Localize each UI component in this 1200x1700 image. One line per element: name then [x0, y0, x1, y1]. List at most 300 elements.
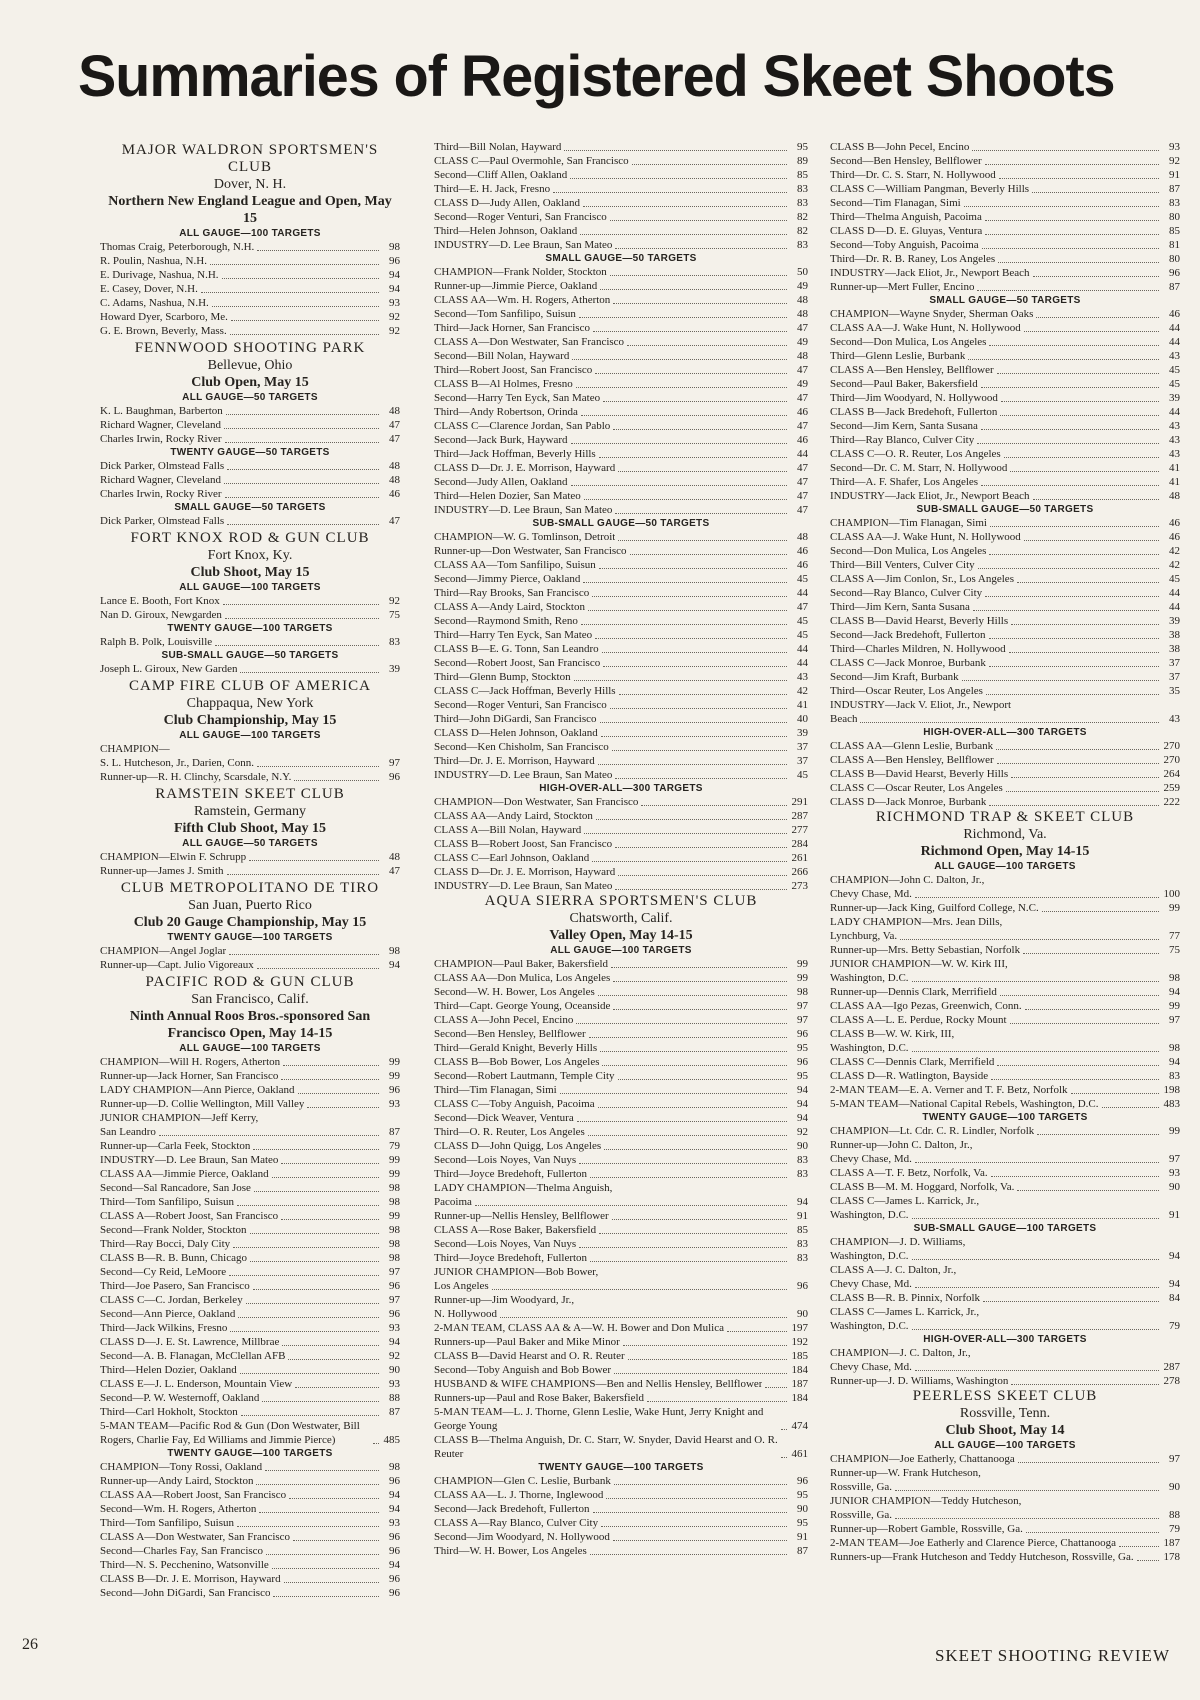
dot-leader — [981, 387, 1159, 388]
dot-leader — [895, 1490, 1159, 1491]
shooter-name: CLASS C—Oscar Reuter, Los Angeles — [830, 782, 1003, 794]
shooter-name: CLASS C—Dennis Clark, Merrifield — [830, 1056, 995, 1068]
dot-leader — [618, 875, 787, 876]
event-title: Northern New England League and Open, May 15 — [108, 194, 392, 226]
shooter-name: CLASS B—Dr. J. E. Morrison, Hayward — [100, 1573, 281, 1585]
result-row — [434, 1293, 808, 1307]
dot-leader — [230, 334, 379, 335]
result-row — [434, 1279, 808, 1293]
result-row — [830, 238, 1180, 252]
club-location: San Francisco, Calif. — [191, 992, 309, 1007]
result-row — [100, 1530, 400, 1544]
result-row — [434, 1139, 808, 1153]
shooter-name: Second—Don Mulica, Los Angeles — [830, 336, 987, 348]
dot-leader — [553, 192, 787, 193]
shooter-name: CHAMPION—John C. Dalton, Jr., — [830, 874, 985, 886]
score: 91 — [1169, 169, 1180, 181]
result-row — [434, 1013, 808, 1027]
dot-leader — [272, 1177, 379, 1178]
score: 87 — [389, 1406, 400, 1418]
score: 185 — [791, 1350, 808, 1362]
dot-leader — [250, 1261, 379, 1262]
shooter-name: Runner-up—Don Westwater, San Francisco — [434, 545, 627, 557]
dot-leader — [254, 1191, 379, 1192]
shooter-name: Runner-up—D. Collie Wellington, Mill Valley — [100, 1098, 305, 1110]
dot-leader — [603, 401, 787, 402]
score: 45 — [1169, 378, 1180, 390]
shooter-name: CLASS B—John Pecel, Encino — [830, 141, 970, 153]
score: 98 — [1169, 972, 1180, 984]
score: 98 — [1169, 1042, 1180, 1054]
result-row — [100, 1265, 400, 1279]
dot-leader — [225, 618, 379, 619]
shooter-name: Thomas Craig, Peterborough, N.H. — [100, 241, 255, 253]
dot-leader — [295, 1387, 379, 1388]
result-row — [434, 1377, 808, 1391]
shooter-name: CLASS A—Ben Hensley, Bellflower — [830, 754, 994, 766]
score: 46 — [797, 545, 808, 557]
result-row — [100, 1125, 400, 1139]
result-row — [830, 929, 1180, 943]
shooter-name: CLASS A—T. F. Betz, Norfolk, Va. — [830, 1167, 988, 1179]
result-row — [830, 1249, 1180, 1263]
result-row — [830, 224, 1180, 238]
dot-leader — [592, 596, 787, 597]
shooter-name: Pacoima — [434, 1196, 472, 1208]
dot-leader — [237, 1526, 379, 1527]
score: 287 — [791, 810, 808, 822]
dot-leader — [912, 1218, 1159, 1219]
result-row — [100, 1558, 400, 1572]
dot-leader — [895, 1518, 1159, 1519]
dot-leader — [989, 805, 1159, 806]
shooter-name: CLASS B—Jack Bredehoft, Fullerton — [830, 406, 998, 418]
shooter-name: Third—Andy Robertson, Orinda — [434, 406, 578, 418]
score: 93 — [1169, 1167, 1180, 1179]
shooter-name: Second—Lois Noyes, Van Nuys — [434, 1154, 577, 1166]
result-row — [434, 1349, 808, 1363]
event-title: Club Open, May 15 — [191, 375, 309, 390]
dot-leader — [593, 1512, 788, 1513]
result-row — [830, 1180, 1180, 1194]
shooter-name: CHAMPION—Tony Rossi, Oakland — [100, 1461, 263, 1473]
shooter-name: CLASS C—Jack Hoffman, Beverly Hills — [434, 685, 616, 697]
page-title: Summaries of Registered Skeet Shoots — [78, 44, 1115, 109]
shooter-name: CLASS E—J. L. Enderson, Mountain View — [100, 1378, 293, 1390]
result-row — [830, 280, 1180, 294]
dot-leader — [964, 206, 1159, 207]
shooter-name: CLASS B—Bob Bower, Los Angeles — [434, 1056, 600, 1068]
score: 95 — [797, 1489, 808, 1501]
score: 96 — [389, 1531, 400, 1543]
score: 96 — [389, 255, 400, 267]
result-row — [434, 1223, 808, 1237]
shooter-name: CLASS D—Dr. J. E. Morrison, Hayward — [434, 866, 616, 878]
shooter-name: CLASS C—James L. Karrick, Jr., — [830, 1306, 980, 1318]
shooter-name: Ralph B. Polk, Louisville — [100, 636, 213, 648]
dot-leader — [627, 345, 787, 346]
score: 94 — [389, 1559, 400, 1571]
dot-leader — [250, 1233, 379, 1234]
score: 45 — [797, 573, 808, 585]
result-row — [830, 915, 1180, 929]
gauge-heading: HIGH-OVER-ALL—300 TARGETS — [923, 727, 1087, 738]
result-row — [830, 957, 1180, 971]
score: 184 — [791, 1392, 808, 1404]
dot-leader — [765, 1387, 787, 1388]
result-row — [434, 1237, 808, 1251]
club-name: RICHMOND TRAP & SKEET CLUB — [875, 809, 1135, 825]
gauge-heading: ALL GAUGE—100 TARGETS — [934, 1440, 1076, 1451]
club-name: AQUA SIERRA SPORTSMEN'S CLUB — [484, 893, 758, 909]
score: 37 — [1169, 657, 1180, 669]
result-row — [830, 1069, 1180, 1083]
club-name: RAMSTEIN SKEET CLUB — [155, 786, 345, 802]
shooter-name: Washington, D.C. — [830, 1042, 909, 1054]
shooter-name: CLASS AA—Igo Pezas, Greenwich, Conn. — [830, 1000, 1022, 1012]
shooter-name: Second—Sal Rancadore, San Jose — [100, 1182, 251, 1194]
shooter-name: CLASS C—James L. Karrick, Jr., — [830, 1195, 980, 1207]
club-section — [830, 1388, 1180, 1564]
dot-leader — [1011, 777, 1159, 778]
dot-leader — [781, 1457, 787, 1458]
shooter-name: CHAMPION—Don Westwater, San Francisco — [434, 796, 639, 808]
score: 48 — [389, 405, 400, 417]
result-row — [830, 901, 1180, 915]
shooter-name: Runner-up—Dennis Clark, Merrifield — [830, 986, 997, 998]
club-name: CLUB METROPOLITANO DE TIRO — [120, 880, 380, 896]
dot-leader — [985, 220, 1159, 221]
score: 97 — [1169, 1014, 1180, 1026]
result-row — [100, 1349, 400, 1363]
shooter-name: Runners-up—Frank Hutcheson and Teddy Hutcheson, Rossville, Ga. — [830, 1551, 1134, 1563]
shooter-name: CLASS AA—J. Wake Hunt, N. Hollywood — [830, 531, 1021, 543]
result-row — [434, 363, 808, 377]
shooter-name: CLASS B—E. G. Tonn, San Leandro — [434, 643, 599, 655]
score: 96 — [797, 1028, 808, 1040]
shooter-name: 5-MAN TEAM—National Capital Rebels, Washington, D.C. — [830, 1098, 1099, 1110]
dot-leader — [223, 604, 379, 605]
dot-leader — [240, 672, 379, 673]
shooter-name: Second—Frank Nolder, Stockton — [100, 1224, 247, 1236]
dot-leader — [612, 1219, 787, 1220]
score: 83 — [797, 197, 808, 209]
dot-leader — [574, 680, 787, 681]
page-number: 26 — [22, 1636, 38, 1653]
dot-leader — [596, 819, 787, 820]
score: 94 — [1169, 1278, 1180, 1290]
result-row — [100, 1502, 400, 1516]
score: 90 — [1169, 1181, 1180, 1193]
shooter-name: CLASS D—Dr. J. E. Morrison, Hayward — [434, 462, 616, 474]
score: 98 — [389, 1238, 400, 1250]
result-row — [830, 252, 1180, 266]
dot-leader — [595, 638, 787, 639]
score: 79 — [389, 1140, 400, 1152]
result-row — [830, 971, 1180, 985]
result-row — [100, 514, 400, 528]
result-row — [100, 742, 400, 756]
shooter-name: Third—Dr. C. S. Starr, N. Hollywood — [830, 169, 996, 181]
score: 95 — [797, 141, 808, 153]
dot-leader — [600, 289, 787, 290]
score: 273 — [791, 880, 808, 892]
shooter-name: Second—Toby Anguish, Pacoima — [830, 239, 979, 251]
score: 46 — [797, 406, 808, 418]
dot-leader — [1024, 540, 1159, 541]
dot-leader — [240, 1373, 379, 1374]
shooter-name: JUNIOR CHAMPION—Teddy Hutcheson, — [830, 1495, 1022, 1507]
dot-leader — [293, 1540, 379, 1541]
dot-leader — [579, 1163, 787, 1164]
score: 93 — [389, 1517, 400, 1529]
shooter-name: Second—Jim Woodyard, N. Hollywood — [434, 1531, 610, 1543]
dot-leader — [1071, 1093, 1159, 1094]
dot-leader — [272, 1568, 379, 1569]
shooter-name: Second—Roger Venturi, San Francisco — [434, 699, 607, 711]
score: 84 — [1169, 1292, 1180, 1304]
score: 48 — [797, 531, 808, 543]
result-row — [100, 1335, 400, 1349]
result-row — [434, 865, 808, 879]
result-row — [830, 795, 1180, 809]
result-row — [830, 999, 1180, 1013]
result-row — [434, 1544, 808, 1558]
result-row — [100, 1516, 400, 1530]
score: 95 — [797, 1517, 808, 1529]
score: 41 — [1169, 462, 1180, 474]
shooter-name: Third—Harry Ten Eyck, San Mateo — [434, 629, 593, 641]
score: 89 — [797, 155, 808, 167]
score: 93 — [389, 1378, 400, 1390]
shooter-name: Third—Glenn Leslie, Burbank — [830, 350, 966, 362]
result-row — [100, 770, 400, 784]
score: 266 — [791, 866, 808, 878]
score: 41 — [1169, 476, 1180, 488]
shooter-name: S. L. Hutcheson, Jr., Darien, Conn. — [100, 757, 254, 769]
score: 184 — [791, 1364, 808, 1376]
shooter-name: INDUSTRY—Jack Eliot, Jr., Newport Beach — [830, 267, 1030, 279]
dot-leader — [962, 680, 1159, 681]
shooter-name: Dick Parker, Olmstead Falls — [100, 460, 225, 472]
score: 187 — [791, 1378, 808, 1390]
score: 259 — [1163, 782, 1180, 794]
score: 91 — [1169, 1209, 1180, 1221]
result-row — [434, 971, 808, 985]
result-row — [830, 1494, 1180, 1508]
shooter-name: Runner-up—Mert Fuller, Encino — [830, 281, 975, 293]
score: 48 — [797, 294, 808, 306]
score: 93 — [389, 1322, 400, 1334]
result-row — [434, 419, 808, 433]
result-row — [434, 391, 808, 405]
dot-leader — [981, 485, 1159, 486]
dot-leader — [613, 303, 787, 304]
shooter-name: Second—Judy Allen, Oakland — [434, 476, 568, 488]
result-row — [830, 377, 1180, 391]
result-row — [100, 635, 400, 649]
result-row — [434, 985, 808, 999]
dot-leader — [989, 666, 1159, 667]
dot-leader — [611, 967, 787, 968]
dot-leader — [912, 1051, 1159, 1052]
dot-leader — [1037, 1134, 1159, 1135]
score: 83 — [797, 239, 808, 251]
dot-leader — [598, 764, 787, 765]
shooter-name: Second—Jack Burk, Hayward — [434, 434, 568, 446]
dot-leader — [997, 1065, 1159, 1066]
dot-leader — [249, 860, 379, 861]
result-row — [100, 1279, 400, 1293]
dot-leader — [601, 1526, 787, 1527]
dot-leader — [1033, 499, 1160, 500]
result-row — [434, 1027, 808, 1041]
result-row — [434, 851, 808, 865]
result-row — [434, 489, 808, 503]
dot-leader — [262, 1401, 379, 1402]
score: 99 — [797, 972, 808, 984]
score: 94 — [797, 1112, 808, 1124]
result-row — [100, 1083, 400, 1097]
shooter-name: Runner-up—Capt. Julio Vigoreaux — [100, 959, 254, 971]
shooter-name: HUSBAND & WIFE CHAMPIONS—Ben and Nellis Hensley, Bellflower — [434, 1378, 763, 1390]
result-row — [434, 433, 808, 447]
shooter-name: CLASS AA—L. J. Thorne, Inglewood — [434, 1489, 604, 1501]
score: 485 — [383, 1434, 400, 1446]
shooter-name: INDUSTRY—D. Lee Braun, San Mateo — [434, 880, 613, 892]
dot-leader — [259, 1512, 379, 1513]
dot-leader — [1000, 415, 1159, 416]
result-row — [100, 1139, 400, 1153]
dot-leader — [602, 1065, 787, 1066]
result-row — [434, 1111, 808, 1125]
score: 47 — [797, 504, 808, 516]
dot-leader — [727, 1331, 787, 1332]
result-row — [100, 1195, 400, 1209]
shooter-name: CLASS B—Thelma Anguish, Dr. C. Starr, W. Snyder, David Hearst and O. R. Reuter — [434, 1434, 778, 1460]
event-title: Club Shoot, May 14 — [945, 1423, 1065, 1438]
shooter-name: CHAMPION—Angel Joglar — [100, 945, 227, 957]
shooter-name: CLASS B—David Hearst, Beverly Hills — [830, 768, 1009, 780]
shooter-name: Third—Dr. J. E. Morrison, Hayward — [434, 755, 595, 767]
shooter-name: CLASS B—R. B. Bunn, Chicago — [100, 1252, 247, 1264]
result-row — [830, 684, 1180, 698]
shooter-name: Runner-up—J. D. Williams, Washington — [830, 1375, 1009, 1387]
score: 98 — [389, 945, 400, 957]
gauge-heading: HIGH-OVER-ALL—300 TARGETS — [539, 783, 703, 794]
result-row — [434, 656, 808, 670]
shooter-name: Runner-up—Robert Gamble, Rossville, Ga. — [830, 1523, 1023, 1535]
score: 39 — [1169, 615, 1180, 627]
shooter-name: Washington, D.C. — [830, 972, 909, 984]
result-row — [830, 391, 1180, 405]
dot-leader — [599, 1233, 787, 1234]
shooter-name: Third—Carl Hokholt, Stockton — [100, 1406, 238, 1418]
score: 83 — [797, 1168, 808, 1180]
dot-leader — [986, 694, 1159, 695]
result-row — [100, 756, 400, 770]
result-row — [434, 1251, 808, 1265]
result-row — [434, 349, 808, 363]
score: 93 — [1169, 141, 1180, 153]
shooter-name: Third—Helen Dozier, San Mateo — [434, 490, 581, 502]
score: 100 — [1163, 888, 1180, 900]
score: 46 — [797, 559, 808, 571]
score: 88 — [389, 1392, 400, 1404]
result-row — [434, 879, 808, 893]
shooter-name: Third—N. S. Pecchenino, Watsonville — [100, 1559, 269, 1571]
score: 45 — [1169, 573, 1180, 585]
club-name: FORT KNOX ROD & GUN CLUB — [130, 530, 370, 546]
shooter-name: Howard Dyer, Scarboro, Me. — [100, 311, 228, 323]
result-row — [100, 324, 400, 338]
gauge-heading: ALL GAUGE—50 TARGETS — [182, 392, 318, 403]
result-row — [830, 558, 1180, 572]
dot-leader — [237, 1205, 379, 1206]
shooter-name: Nan D. Giroux, Newgarden — [100, 609, 222, 621]
score: 38 — [1169, 643, 1180, 655]
shooter-name: Third—Dr. R. B. Raney, Los Angeles — [830, 253, 996, 265]
dot-leader — [230, 1331, 379, 1332]
shooter-name: Beach — [830, 713, 858, 725]
dot-leader — [972, 150, 1159, 151]
result-row — [434, 823, 808, 837]
gauge-heading: TWENTY GAUGE—100 TARGETS — [538, 1462, 704, 1473]
shooter-name: Second—Don Mulica, Los Angeles — [830, 545, 987, 557]
shooter-name: LADY CHAMPION—Ann Pierce, Oakland — [100, 1084, 295, 1096]
dot-leader — [225, 497, 379, 498]
result-row — [830, 154, 1180, 168]
result-row — [100, 1167, 400, 1181]
score: 99 — [1169, 902, 1180, 914]
shooter-name: Runner-up—James J. Smith — [100, 865, 224, 877]
score: 96 — [1169, 267, 1180, 279]
result-row — [830, 1083, 1180, 1097]
result-row — [434, 224, 808, 238]
result-row — [434, 754, 808, 768]
score: 284 — [791, 838, 808, 850]
dot-leader — [997, 763, 1159, 764]
dot-leader — [281, 1079, 379, 1080]
score: 49 — [797, 280, 808, 292]
shooter-name: Joseph L. Giroux, New Garden — [100, 663, 238, 675]
score: 43 — [1169, 448, 1180, 460]
dot-leader — [227, 524, 379, 525]
shooter-name: CLASS AA—J. Wake Hunt, N. Hollywood — [830, 322, 1021, 334]
score: 80 — [1169, 211, 1180, 223]
dot-leader — [977, 290, 1159, 291]
result-row — [100, 1460, 400, 1474]
shooter-name: Second—Jim Kern, Santa Susana — [830, 420, 978, 432]
shooter-name: E. Casey, Dover, N.H. — [100, 283, 198, 295]
score: 49 — [797, 378, 808, 390]
club-name: MAJOR WALDRON SPORTSMEN'S CLUB — [121, 142, 379, 175]
score: 94 — [389, 283, 400, 295]
result-row — [100, 850, 400, 864]
gauge-heading: ALL GAUGE—100 TARGETS — [179, 1043, 321, 1054]
score: 474 — [791, 1420, 808, 1432]
score: 44 — [797, 657, 808, 669]
score: 97 — [389, 757, 400, 769]
result-row — [100, 310, 400, 324]
result-row — [100, 1363, 400, 1377]
score: 47 — [797, 420, 808, 432]
score: 95 — [797, 1042, 808, 1054]
score: 43 — [1169, 713, 1180, 725]
gauge-heading: SMALL GAUGE—50 TARGETS — [545, 253, 697, 264]
result-row — [100, 459, 400, 473]
score: 75 — [1169, 944, 1180, 956]
